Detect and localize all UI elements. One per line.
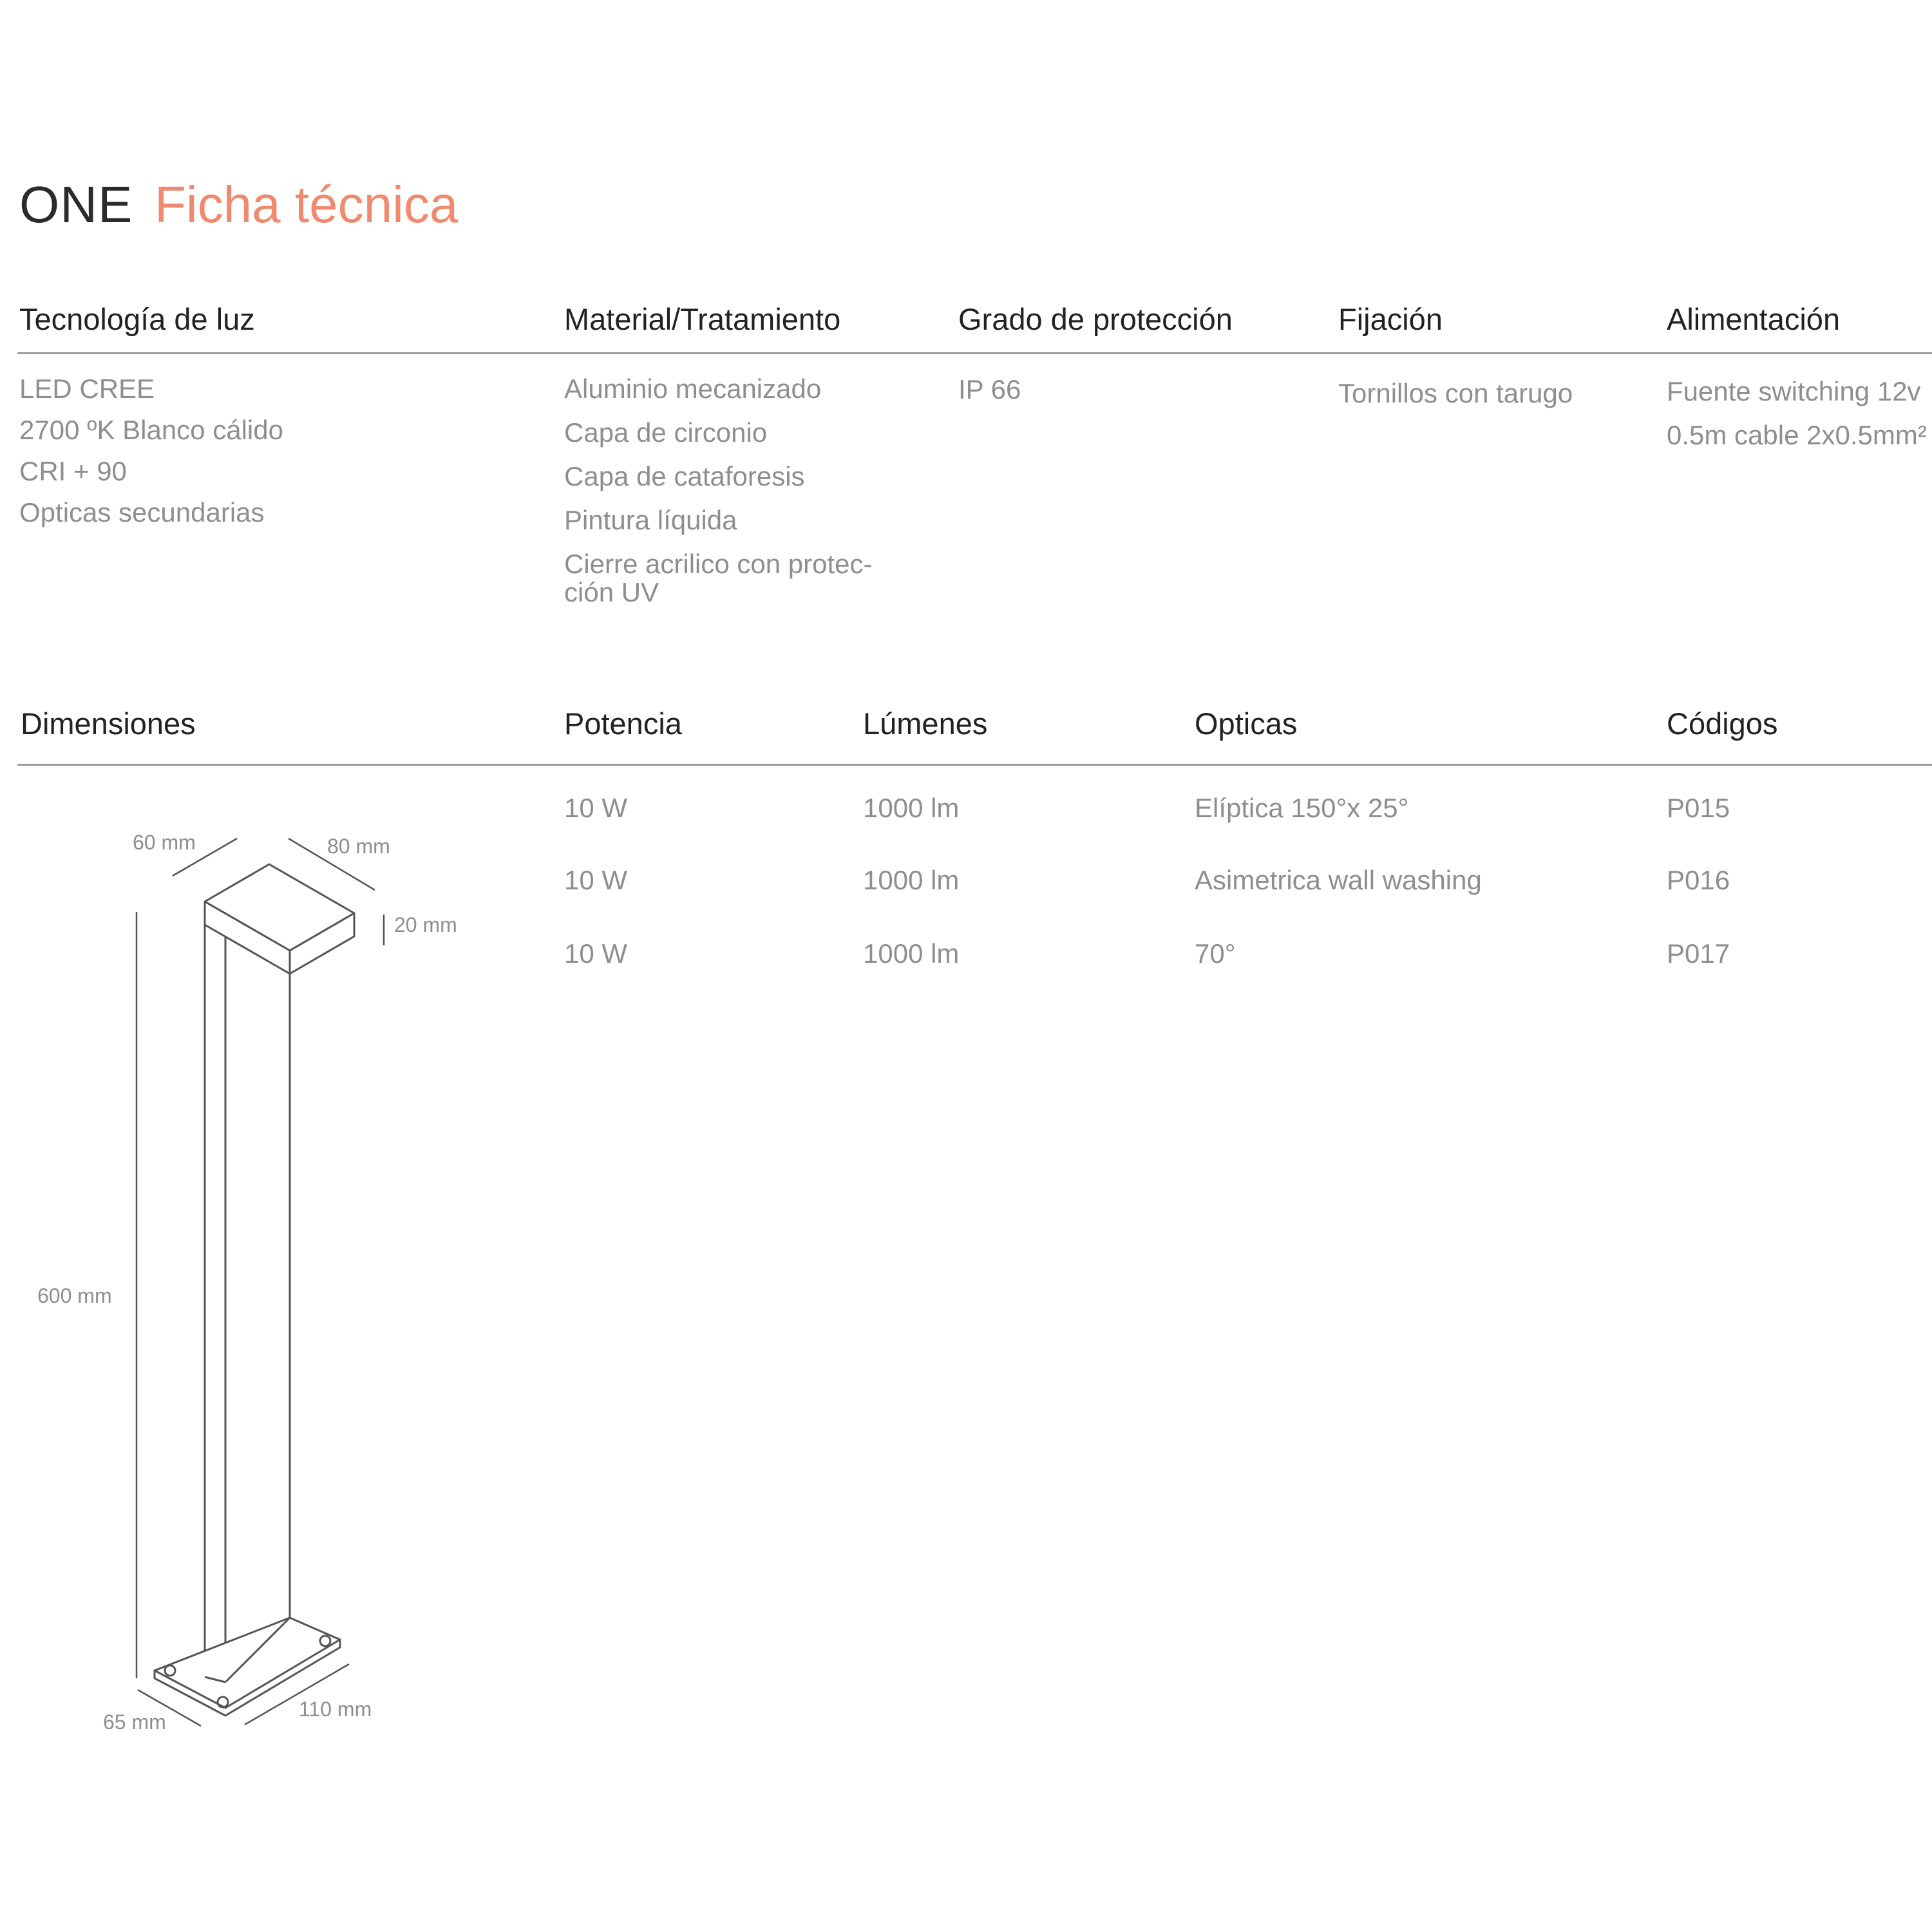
protection-value: IP 66 <box>958 374 1021 404</box>
header-material: Material/Tratamiento <box>564 302 841 336</box>
list-item: Opticas secundarias <box>19 497 265 527</box>
list-item: LED CREE <box>19 374 155 404</box>
fixing-value: Tornillos con tarugo <box>1338 378 1573 408</box>
dim-label-top-height: 20 mm <box>394 913 457 936</box>
row-2-optics: Asimetrica wall washing <box>1195 865 1482 895</box>
row-3-lumens: 1000 lm <box>863 938 960 969</box>
dim-label-base-depth: 65 mm <box>103 1710 166 1734</box>
dim-label-top-depth: 60 mm <box>133 831 196 854</box>
material-list <box>564 374 873 605</box>
product-name: ONE <box>19 176 133 233</box>
bollard-drawing <box>0 0 489 1777</box>
row-3-optics: 70° <box>1195 938 1236 969</box>
row-2-code: P016 <box>1667 865 1730 895</box>
list-item: Cierre acrilico con protec- <box>564 549 873 579</box>
row-1-lumens: 1000 lm <box>863 793 960 823</box>
header-fixing: Fijación <box>1338 302 1443 336</box>
header-protection: Grado de protección <box>958 302 1233 336</box>
row-2-power: 10 W <box>564 865 628 895</box>
header-power-supply: Alimentación <box>1667 302 1841 336</box>
header-light-technology: Tecnología de luz <box>19 302 255 336</box>
page-title: Ficha técnica <box>155 176 459 233</box>
row-2-lumens: 1000 lm <box>863 865 960 895</box>
power-supply-list <box>1667 376 1927 464</box>
header-codes: Códigos <box>1667 706 1778 741</box>
row-1-optics: Elíptica 150°x 25° <box>1195 793 1409 823</box>
list-item: Capa de circonio <box>564 417 768 448</box>
row-3-code: P017 <box>1667 938 1730 969</box>
dim-label-top-width: 80 mm <box>327 835 390 858</box>
list-item: CRI + 90 <box>19 456 127 486</box>
list-item: Aluminio mecanizado <box>564 374 822 404</box>
header-optics: Opticas <box>1195 706 1298 741</box>
list-item: 0.5m cable 2x0.5mm² <box>1667 420 1927 450</box>
row-3-power: 10 W <box>564 938 628 969</box>
dim-label-height: 600 mm <box>37 1284 112 1307</box>
list-item: Capa de cataforesis <box>564 461 805 491</box>
list-item: Fuente switching 12v <box>1667 376 1921 406</box>
dim-label-base-width: 110 mm <box>299 1698 372 1721</box>
list-item: Pintura líquida <box>564 505 737 535</box>
header-power: Potencia <box>564 706 682 741</box>
row-1-power: 10 W <box>564 793 628 823</box>
list-item: ción UV <box>564 577 659 607</box>
row-1-code: P015 <box>1667 793 1730 823</box>
header-dimensions: Dimensiones <box>21 706 196 741</box>
header-lumens: Lúmenes <box>863 706 988 741</box>
list-item: 2700 ºK Blanco cálido <box>19 415 283 445</box>
